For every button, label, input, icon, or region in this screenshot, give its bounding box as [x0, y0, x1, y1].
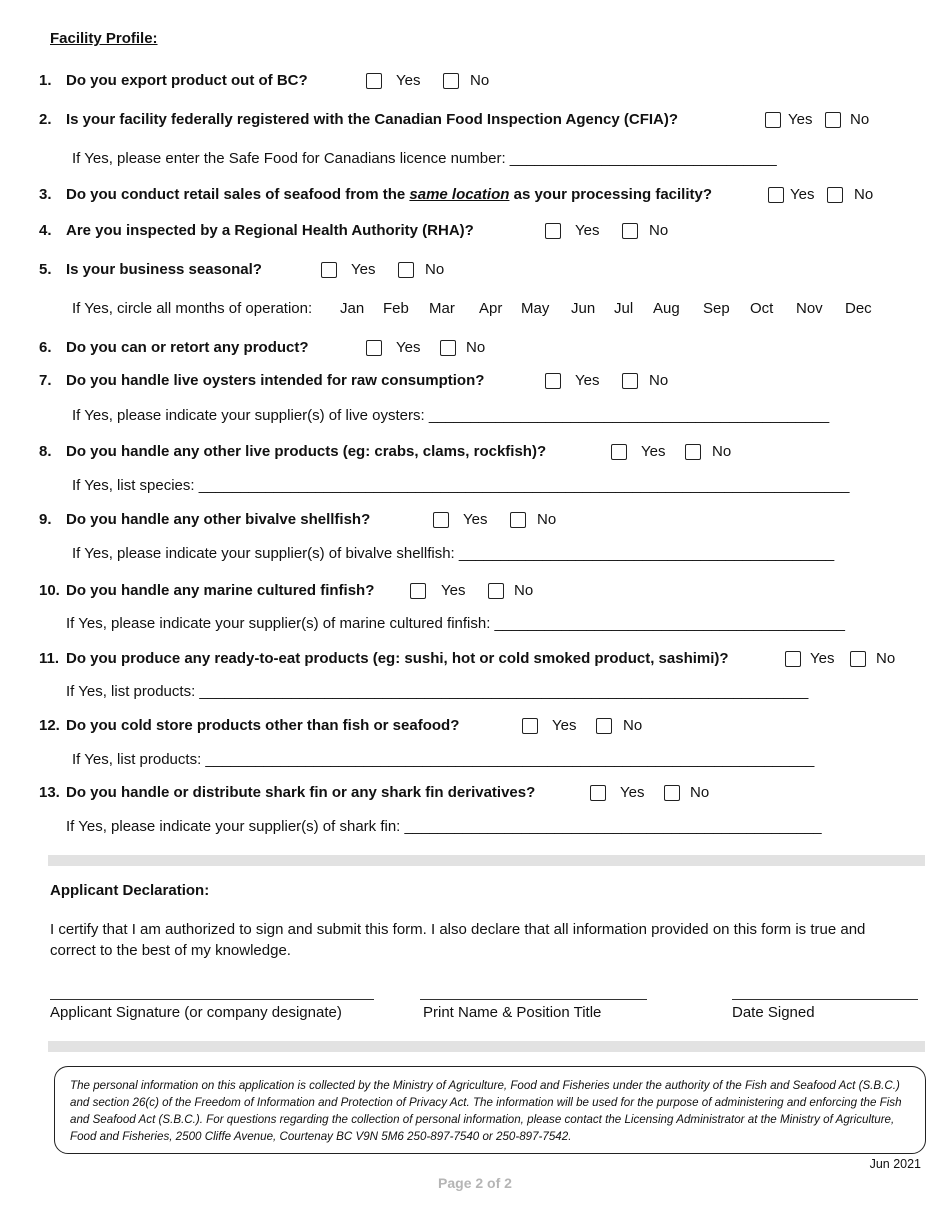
- month-aug[interactable]: Aug: [653, 300, 680, 317]
- yes-label: Yes: [463, 511, 488, 528]
- question-text-part: as your processing facility?: [509, 186, 713, 203]
- bivalve-supplier-field[interactable]: If Yes, please indicate your supplier(s) of bivalve shellfish: _____________________________________________: [72, 545, 835, 562]
- yes-checkbox[interactable]: [545, 223, 561, 239]
- question-number: 12.: [39, 717, 60, 734]
- no-checkbox[interactable]: [825, 112, 841, 128]
- month-dec[interactable]: Dec: [845, 300, 872, 317]
- licence-number-field[interactable]: If Yes, please enter the Safe Food for Canadians licence number: ________________________________: [72, 150, 777, 167]
- question-text: Do you handle any marine cultured finfish?: [66, 582, 375, 599]
- yes-checkbox[interactable]: [590, 785, 606, 801]
- question-text: Do you export product out of BC?: [66, 72, 308, 89]
- date-line[interactable]: [732, 999, 918, 1000]
- declaration-text: I certify that I am authorized to sign and submit this form. I also declare that all information provided on this form is true and correct to the best of my knowledge.: [50, 921, 866, 959]
- species-field[interactable]: If Yes, list species: ______________________________________________________________________________: [72, 477, 850, 494]
- yes-label: Yes: [441, 582, 466, 599]
- yes-checkbox[interactable]: [366, 73, 382, 89]
- question-number: 4.: [39, 222, 52, 239]
- months-prompt: If Yes, circle all months of operation:: [72, 300, 313, 317]
- no-checkbox[interactable]: [622, 373, 638, 389]
- month-apr[interactable]: Apr: [479, 300, 503, 317]
- question-text: Is your facility federally registered with the Canadian Food Inspection Agency (CFIA)?: [66, 111, 679, 128]
- question-text: Do you can or retort any product?: [66, 339, 309, 356]
- yes-label: Yes: [351, 261, 376, 278]
- question-text: Do you handle live oysters intended for raw consumption?: [66, 372, 485, 389]
- no-label: No: [470, 72, 490, 89]
- yes-label: Yes: [575, 222, 600, 239]
- no-checkbox[interactable]: [850, 651, 866, 667]
- privacy-notice: The personal information on this application is collected by the Ministry of Agriculture, Food and Fisheries under the authority of the Fish and Seafood Act (S.B.C.) and section 26(c) of the Freedom of Information and Protection of Privacy Act. The information will be used for the purpose of administering and enforcing the Fish and Seafood Act (S.B.C.). For questions regarding the collection of personal information, please contact the Licensing Administrator at the Ministry of Agriculture, Food and Fisheries, 2500 Cliffe Avenue, Courtenay BC V9N 5M6 250-897-7540 or 250-897-7542.: [54, 1066, 926, 1154]
- month-sep[interactable]: Sep: [703, 300, 730, 317]
- question-text: Is your business seasonal?: [66, 261, 262, 278]
- question-number: 9.: [39, 511, 52, 528]
- page-number: Page 2 of 2: [438, 1175, 512, 1191]
- yes-checkbox[interactable]: [768, 187, 784, 203]
- question-text: Do you handle or distribute shark fin or any shark fin derivatives?: [66, 784, 536, 801]
- no-label: No: [466, 339, 486, 356]
- no-label: No: [850, 111, 870, 128]
- no-label: No: [649, 222, 669, 239]
- question-text: Do you handle any other live products (eg: crabs, clams, rockfish)?: [66, 443, 547, 460]
- no-checkbox[interactable]: [510, 512, 526, 528]
- yes-checkbox[interactable]: [321, 262, 337, 278]
- question-number: 8.: [39, 443, 52, 460]
- question-number: 1.: [39, 72, 52, 89]
- question-text: Are you inspected by a Regional Health Authority (RHA)?: [66, 222, 474, 239]
- month-nov[interactable]: Nov: [796, 300, 823, 317]
- yes-label: Yes: [575, 372, 600, 389]
- question-number: 6.: [39, 339, 52, 356]
- question-number: 10.: [39, 582, 60, 599]
- yes-label: Yes: [552, 717, 577, 734]
- signature-label: Applicant Signature (or company designate): [50, 1004, 342, 1021]
- yes-label: Yes: [396, 72, 421, 89]
- name-line[interactable]: [420, 999, 647, 1000]
- no-checkbox[interactable]: [443, 73, 459, 89]
- no-label: No: [649, 372, 669, 389]
- no-label: No: [712, 443, 732, 460]
- yes-label: Yes: [396, 339, 421, 356]
- no-label: No: [537, 511, 557, 528]
- cold-store-products-field[interactable]: If Yes, list products: _________________________________________________________________________: [72, 751, 815, 768]
- section-divider: [48, 855, 925, 866]
- question-text-part: Do you conduct retail sales of seafood from the: [66, 186, 410, 203]
- question-text: Do you produce any ready-to-eat products (eg: sushi, hot or cold smoked product, sashimi)?: [66, 650, 729, 667]
- yes-checkbox[interactable]: [410, 583, 426, 599]
- name-label: Print Name & Position Title: [423, 1004, 602, 1021]
- yes-checkbox[interactable]: [785, 651, 801, 667]
- section-title: Facility Profile:: [50, 30, 158, 47]
- no-checkbox[interactable]: [398, 262, 414, 278]
- no-checkbox[interactable]: [488, 583, 504, 599]
- no-checkbox[interactable]: [622, 223, 638, 239]
- month-oct[interactable]: Oct: [750, 300, 774, 317]
- shark-fin-supplier-field[interactable]: If Yes, please indicate your supplier(s) of shark fin: __________________________________________________: [66, 818, 822, 835]
- month-jul[interactable]: Jul: [614, 300, 634, 317]
- yes-checkbox[interactable]: [522, 718, 538, 734]
- revision-date: Jun 2021: [869, 1157, 921, 1171]
- no-label: No: [425, 261, 445, 278]
- question-number: 5.: [39, 261, 52, 278]
- no-label: No: [690, 784, 710, 801]
- question-text: [66, 186, 712, 203]
- section-divider: [48, 1041, 925, 1052]
- rte-products-field[interactable]: If Yes, list products: _________________________________________________________________________: [66, 683, 809, 700]
- month-jan[interactable]: Jan: [340, 300, 365, 317]
- question-number: 3.: [39, 186, 52, 203]
- month-feb[interactable]: Feb: [383, 300, 409, 317]
- no-checkbox[interactable]: [827, 187, 843, 203]
- question-text: Do you cold store products other than fish or seafood?: [66, 717, 460, 734]
- question-text: Do you handle any other bivalve shellfish?: [66, 511, 371, 528]
- yes-checkbox[interactable]: [366, 340, 382, 356]
- no-checkbox[interactable]: [664, 785, 680, 801]
- no-checkbox[interactable]: [440, 340, 456, 356]
- yes-label: Yes: [641, 443, 666, 460]
- finfish-supplier-field[interactable]: If Yes, please indicate your supplier(s) of marine cultured finfish: __________________________________________: [66, 615, 845, 632]
- date-label: Date Signed: [732, 1004, 815, 1021]
- yes-label: Yes: [788, 111, 813, 128]
- question-text-emphasis: same location: [409, 186, 510, 203]
- yes-checkbox[interactable]: [433, 512, 449, 528]
- no-label: No: [876, 650, 896, 667]
- oyster-supplier-field[interactable]: If Yes, please indicate your supplier(s) of live oysters: ________________________________________________: [72, 407, 830, 424]
- month-may[interactable]: May: [521, 300, 550, 317]
- question-number: 13.: [39, 784, 60, 801]
- yes-label: Yes: [810, 650, 835, 667]
- no-label: No: [854, 186, 874, 203]
- question-number: 2.: [39, 111, 52, 128]
- yes-label: Yes: [620, 784, 645, 801]
- no-label: No: [514, 582, 534, 599]
- month-mar[interactable]: Mar: [429, 300, 455, 317]
- yes-checkbox[interactable]: [545, 373, 561, 389]
- signature-line[interactable]: [50, 999, 374, 1000]
- yes-checkbox[interactable]: [611, 444, 627, 460]
- month-jun[interactable]: Jun: [571, 300, 596, 317]
- question-number: 7.: [39, 372, 52, 389]
- no-label: No: [623, 717, 643, 734]
- yes-label: Yes: [790, 186, 815, 203]
- yes-checkbox[interactable]: [765, 112, 781, 128]
- declaration-title: Applicant Declaration:: [50, 882, 210, 899]
- no-checkbox[interactable]: [596, 718, 612, 734]
- question-number: 11.: [39, 650, 60, 667]
- no-checkbox[interactable]: [685, 444, 701, 460]
